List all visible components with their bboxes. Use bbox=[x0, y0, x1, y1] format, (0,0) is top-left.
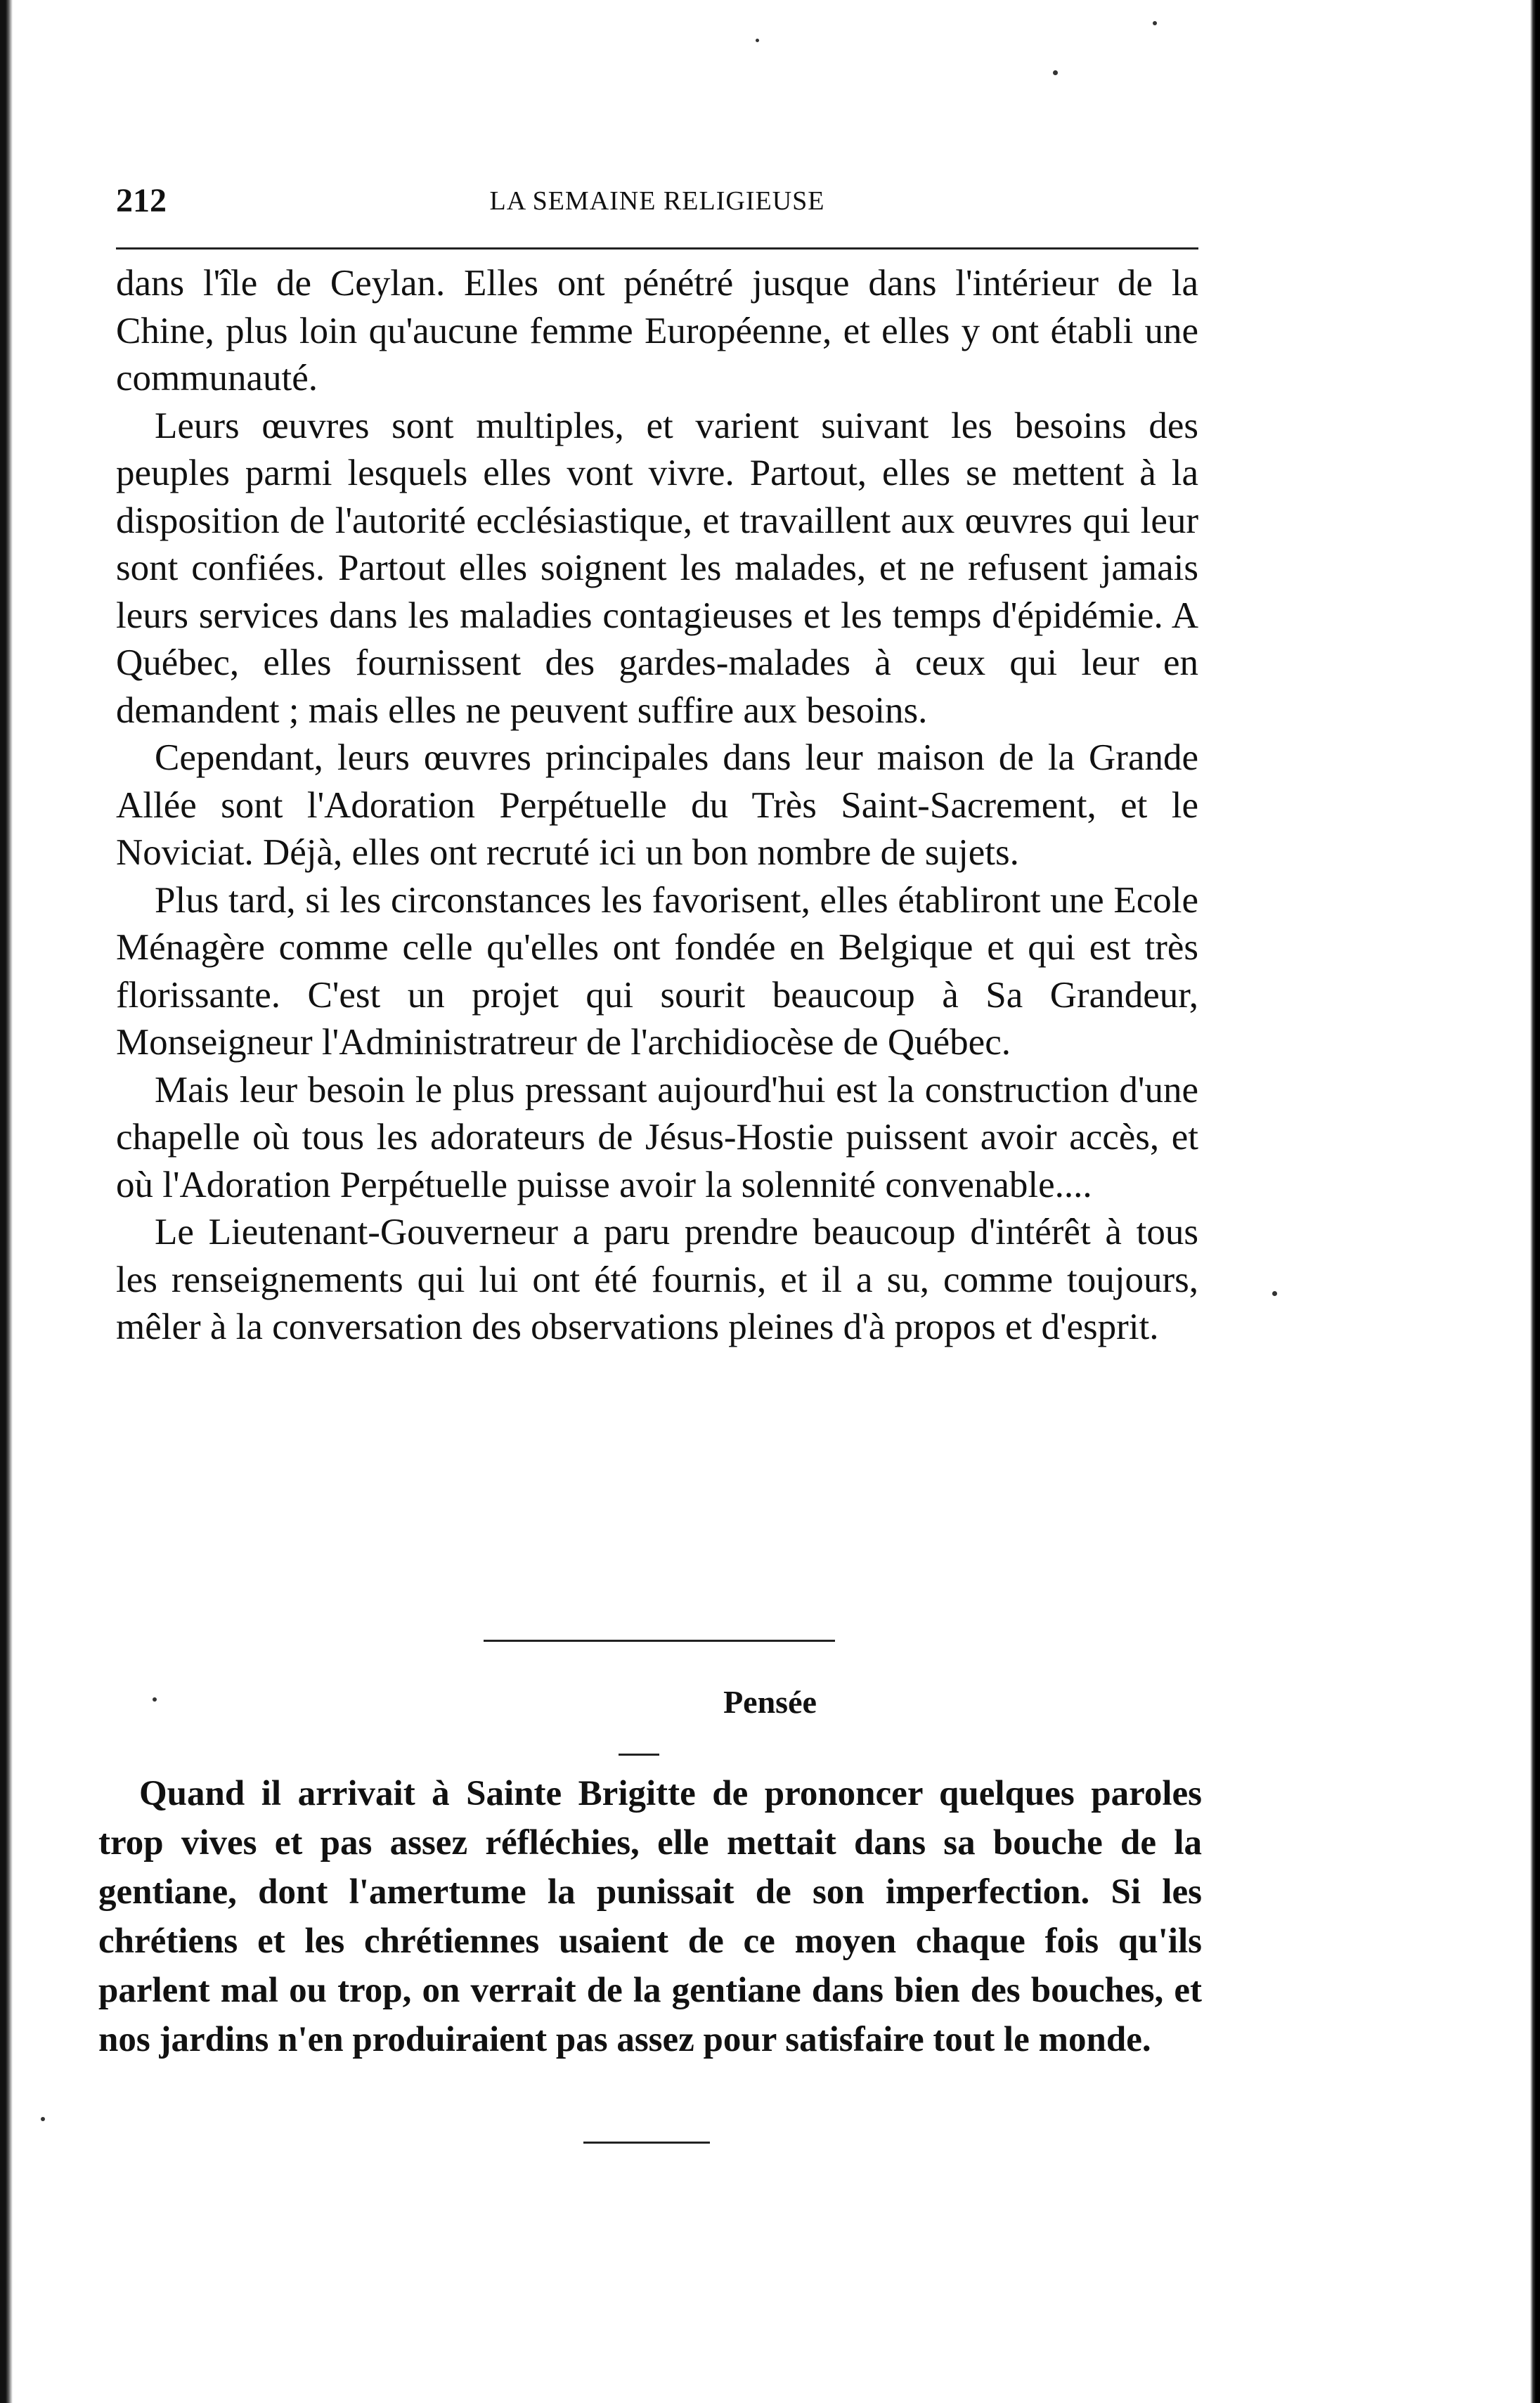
page-number: 212 bbox=[116, 182, 167, 219]
section-title: Pensée bbox=[723, 1684, 817, 1720]
article-body bbox=[116, 260, 1198, 1352]
pensee-section bbox=[98, 1769, 1202, 2064]
scan-left-edge bbox=[0, 0, 13, 2403]
paragraph: Cependant, leurs œuvres principales dans leur maison de la Grande Allée sont l'Adoration Perpétuelle du Très Saint-Sacrement, et le Noviciat. Déjà, elles ont recruté ici un bon nombre de sujets. bbox=[116, 737, 1198, 873]
end-divider bbox=[583, 2142, 710, 2144]
paragraph: Plus tard, si les circonstances les favorisent, elles établiront une Ecole Ménagère comme celle qu'elles ont fondée en Belgique et qui est très florissante. C'est un projet qui sourit beaucoup à Sa Grandeur, Monseigneur l'Administratreur de l'archidiocèse de Québec. bbox=[116, 879, 1198, 1063]
running-title: LA SEMAINE RELIGIEUSE bbox=[489, 186, 825, 216]
paragraph: dans l'île de Ceylan. Elles ont pénétré jusque dans l'intérieur de la Chine, plus loin qu'aucune femme Européenne, et elles y ont établi une communauté. bbox=[116, 263, 1198, 399]
header-rule bbox=[116, 247, 1198, 250]
scan-speck bbox=[1272, 1291, 1277, 1296]
scan-right-edge bbox=[1530, 0, 1540, 2403]
page-header bbox=[116, 181, 1198, 224]
paragraph: Mais leur besoin le plus pressant aujourd'hui est la construction d'une chapelle où tous les adorateurs de Jésus-Hostie puissent avoir accès, et où l'Adoration Perpétuelle puisse avoir la solennité convenable.... bbox=[116, 1069, 1198, 1205]
scan-speck bbox=[1153, 21, 1157, 25]
scan-speck bbox=[41, 2117, 45, 2121]
paragraph: Le Lieutenant-Gouverneur a paru prendre beaucoup d'intérêt à tous les renseignements qui lui ont été fournis, et il a su, comme toujours, mêler à la conversation des observations pleines d'à propos et d'esprit. bbox=[116, 1212, 1198, 1347]
pensee-paragraph: Quand il arrivait à Sainte Brigitte de prononcer quelques paroles trop vives et pas assez réfléchies, elle mettait dans sa bouche de la gentiane, dont l'amertume la punissait de son imperfection. Si les chrétiens et les chrétiennes usaient de ce moyen chaque fois qu'ils parlent mal ou trop, on verrait de la gentiane dans bien des bouches, et nos jardins n'en produiraient pas assez pour satisfaire tout le monde. bbox=[98, 1774, 1202, 2059]
scan-speck bbox=[1053, 70, 1058, 75]
section-divider bbox=[484, 1640, 835, 1642]
scan-speck bbox=[756, 39, 759, 42]
title-dash bbox=[619, 1754, 659, 1756]
paragraph: Leurs œuvres sont multiples, et varient suivant les besoins des peuples parmi lesquels elles vont vivre. Partout, elles se mettent à la disposition de l'autorité ecclésiastique, et travaillent aux œuvres qui leur sont confiées. Partout elles soignent les malades, et ne refusent jamais leurs services dans les maladies contagieuses et les temps d'épidémie. A Québec, elles fournissent des gardes-malades à ceux qui leur en demandent ; mais elles ne peuvent suffire aux besoins. bbox=[116, 405, 1198, 731]
